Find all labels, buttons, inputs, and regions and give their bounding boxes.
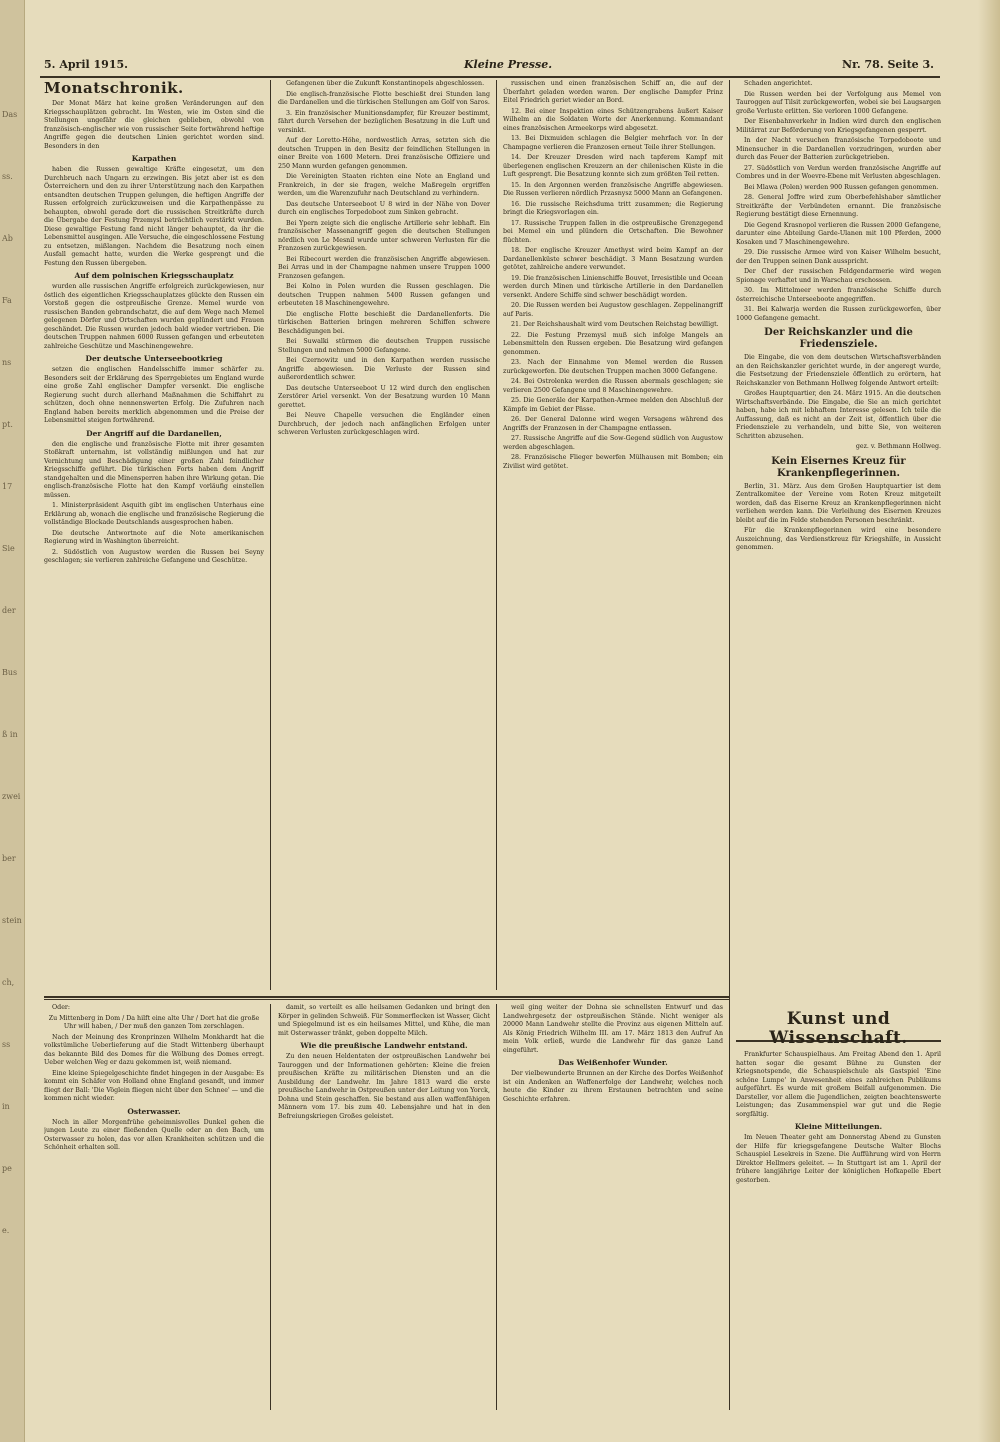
list-item: 28. Französische Flieger bewerfen Mülhausen mit Bomben; ein Zivilist wird getötet. bbox=[503, 454, 723, 470]
list-item: Bei Kolno in Polen wurden die Russen geschlagen. Die deutschen Truppen nahmen 5400 Russen gefangen und erbeuteten 18 Maschinengewehre. bbox=[278, 283, 490, 307]
gutter-fragment: ß in bbox=[2, 730, 18, 739]
subheading: Der Angriff auf die Dardanellen, bbox=[86, 428, 222, 438]
gutter-fragment: zwei bbox=[2, 792, 21, 801]
gutter-fragment: Sie bbox=[2, 544, 15, 553]
paragraph: Der Monat März hat keine großen Veränderungen auf den Kriegsschauplätzen gebracht. Im Westen, wie im Osten sind die Stellungen ungefähr die gleichen geblieben, obwohl von französisch-englischer wie von russischer Seite fortwährend heftige Angriffe gegen die deutschen Linien gerichtet worden sind. Besonders in den bbox=[44, 100, 264, 150]
list-item: russischen und einen französischen Schiff an, die auf der Überfahrt geladen worden waren. Der englische Dampfer Prinz Eitel Friedrich geriet wieder an Bord. bbox=[503, 80, 723, 104]
paragraph: den die englische und französische Flotte mit ihrer gesamten Stoßkraft unternahm, ist vollständig mißlungen und hat zur Vernichtung und Beschädigung einer großen Zahl feindlicher Kriegsschiffe geführt. Die türkischen Forts haben dem Angriff standgehalten und die Minensperren haben ihre Wirkung getan. Die englisch-französische Flotte hat den Kampf vorläufig einstellen müssen. bbox=[44, 440, 264, 499]
list-item: 30. Im Mittelmeer werden französische Schiffe durch österreichische Unterseeboote angegriffen. bbox=[736, 287, 941, 303]
page-header bbox=[44, 58, 934, 74]
list-item: 1. Ministerpräsident Asquith gibt im englischen Unterhaus eine Erklärung ab, wonach die englische und französische Regierung die vollständige Blockade Deutschlands ausgesprochen haben. bbox=[44, 502, 264, 526]
column-feuilleton-1 bbox=[44, 1004, 264, 1410]
list-item: 2. Südöstlich von Augustow werden die Russen bei Seyny geschlagen; sie verlieren zahlreiche Gefangene und Geschütze. bbox=[44, 548, 264, 564]
paragraph: wurden alle russischen Angriffe erfolgreich zurückgewiesen, nur östlich des eigentlichen Kriegsschauplatzes glückte den Russen ein Vorstoß gegen die ostpreußische Grenze. Memel wurde von russischen Banden gebrandschatzt, die auf dem Wege nach Memel gelegenen Dörfer und Ortschaften wurden geplündert und Frauen geschändet. Die Russen wurden jedoch bald wieder vertrieben. Die deutschen Truppen nahmen 6000 Russen gefangen und erbeuteten zahlreiche Geschütze und Maschinengewehre. bbox=[44, 283, 264, 350]
list-item: Der Eisenbahnverkehr in Indien wird durch den englischen Militärrat zur Beförderung von Kriegsgefangenen gesperrt. bbox=[736, 118, 941, 134]
left-adjacent-page-strip bbox=[0, 0, 25, 1442]
column-divider bbox=[496, 1004, 497, 1410]
list-item: In der Nacht versuchen französische Torpedoboote und Minensucher in die Dardanellen vorzudringen, wurden aber durch das Feuer der Batterien zurückgetrieben. bbox=[736, 137, 941, 161]
list-item: 27. Russische Angriffe auf die Sow-Gegend südlich von Augustow werden abgeschlagen. bbox=[503, 435, 723, 451]
paragraph: Frankfurter Schauspielhaus. Am Freitag Abend den 1. April hatten sogar die gesamt Bühne zu Gunsten der Kriegsnotspende, die Schauspielschule als Gastspiel 'Eine schöne Lumpe' in Anwesenheit eines zahlreichen Publikums aufgeführt. Es wurde mit großem Beifall aufgenommen. Die Darsteller, vor allem die Jugendlichen, zeigten beachtenswerte Leistungen; das Zusammenspiel war gut und die Regie sorgfältig. bbox=[736, 1051, 941, 1118]
list-item: Der Chef der russischen Feldgendarmerie wird wegen Spionage verhaftet und in Warschau erschossen. bbox=[736, 268, 941, 284]
subheading: Das Weißenhofer Wunder. bbox=[558, 1058, 668, 1067]
gutter-fragment: ns bbox=[2, 358, 12, 367]
column-right-news bbox=[736, 80, 941, 990]
gutter-fragment: ch, bbox=[2, 978, 15, 987]
list-item: Die englisch-französische Flotte beschießt drei Stunden lang die Dardanellen und die türkischen Stellungen am Golf von Saros. bbox=[278, 90, 490, 106]
list-item: Die Gegend Krasnopol verlieren die Russen 2000 Gefangene, darunter eine Abteilung Garde-Ulanen mit 100 Pferden, 2000 Kosaken und 7 Maschinengewehre. bbox=[736, 221, 941, 246]
list-item: 12. Bei einer Inspektion eines Schützengrabens äußert Kaiser Wilhelm an die Soldaten Worte der Anerkennung. Kommandant eines französischen Armeekorps wird abgesetzt. bbox=[503, 107, 723, 132]
gutter-fragment: 17 bbox=[2, 482, 13, 491]
paragraph: Für die Krankenpflegerinnen wird eine besondere Auszeichnung, das Verdienstkreuz für Kriegshilfe, in Aussicht genommen. bbox=[736, 527, 941, 551]
list-item: 17. Russische Truppen fallen in die ostpreußische Grenzgegend bei Memel ein und plündern die Ortschaften. Die Bewohner flüchten. bbox=[503, 219, 723, 244]
paragraph: weil ging weiter der Dohna sie schnellsten Entwurf und das Landwehrgesetz der ostpreußischen Stände. Nicht weniger als 20000 Mann Landwehr stellte die Provinz aus eigenen Mitteln auf. Als König Friedrich Wilhelm III. am 17. März 1813 den Aufruf An mein Volk erließ, wurde die Landwehr für das ganze Land eingeführt. bbox=[503, 1004, 723, 1054]
list-item: 27. Südöstlich von Verdun werden französische Angriffe auf Combres und in der Woevre-Ebene mit Verlusten abgeschlagen. bbox=[736, 164, 941, 180]
header-issue-page: Nr. 78. Seite 3. bbox=[842, 58, 934, 71]
list-item: 16. Die russische Reichsduma tritt zusammen; die Regierung bringt die Kriegsvorlagen ein. bbox=[503, 200, 723, 216]
paragraph: Oder: bbox=[52, 1004, 71, 1011]
list-item: Die Russen werden bei der Verfolgung aus Memel von Tauroggen auf Tilsit zurückgeworfen, wobei sie bei Laugsargen große Verluste erlitten. Sie verloren 1000 Gefangene. bbox=[736, 90, 941, 115]
section-title-kunst: Kunst und Wissenschaft. bbox=[769, 1010, 908, 1048]
column-divider bbox=[270, 80, 271, 990]
list-item: Gefangenen über die Zukunft Konstantinopels abgeschlossen. bbox=[286, 80, 485, 87]
list-item: 19. Die französischen Linienschiffe Bouvet, Irresistible und Ocean werden durch Minen und türkische Artillerie in den Dardanellen versenkt. Andere Schiffe sind schwer beschädigt worden. bbox=[503, 274, 723, 299]
article-heading-reichskanzler: Der Reichskanzler und die Friedensziele. bbox=[764, 327, 913, 350]
header-date: 5. April 1915. bbox=[44, 58, 128, 71]
subheading: Der deutsche Unterseebootkrieg bbox=[85, 354, 223, 363]
column-divider bbox=[270, 1004, 271, 1410]
verse: Zu Mittenberg in Dom / Da hilft eine alte Uhr / Dort hat die große Uhr will haben, / Der muß den ganzen Tom zerschlagen. bbox=[48, 1014, 260, 1030]
column-monatschronik bbox=[44, 80, 264, 990]
subheading: Osterwasser. bbox=[127, 1106, 181, 1116]
list-item: 14. Der Kreuzer Dresden wird nach tapferem Kampf mit überlegenen englischen Kreuzern an der chilenischen Küste in die Luft gesprengt. Die Besatzung konnte sich zum größten Teil retten. bbox=[503, 154, 723, 178]
paragraph: damit, so verteilt es alle heilsamen Gedanken und bringt den Körper in gelinden Schweiß. Für Sommerflecken ist Wasser, Gicht und Spiegelmund ist es ein heilsames Mittel, und Kühe, die man mit Osterwasser tränkt, geben doppelte Milch. bbox=[278, 1004, 490, 1037]
gutter-fragment: Bus bbox=[2, 668, 18, 677]
list-item: Bei Ribecourt werden die französischen Angriffe abgewiesen. Bei Arras und in der Champagne nahmen unsere Truppen 1000 Franzosen gefangen. bbox=[278, 255, 490, 280]
list-item: 24. Bei Ostrolenka werden die Russen abermals geschlagen; sie verlieren 2500 Gefangene und 8 Maschinengewehre. bbox=[503, 378, 723, 394]
column-divider bbox=[496, 80, 497, 990]
gutter-fragment: ber bbox=[2, 854, 16, 863]
column-chronik-cont bbox=[278, 80, 490, 990]
gutter-fragment: Fa bbox=[2, 296, 12, 305]
list-item: 21. Der Reichshaushalt wird vom Deutschen Reichstag bewilligt. bbox=[511, 321, 719, 328]
paragraph: Großes Hauptquartier, den 24. März 1915. An die deutschen Wirtschaftsverbände. Die Eingabe, die Sie an mich gerichtet haben, habe ich mit lebhaftem Interesse gelesen. Ich teile die Auffassung, daß es nicht an der Zeit ist, öffentlich über die Friedensziele zu verhandeln, und bitte Sie, von weiteren Schritten abzusehen. bbox=[736, 390, 941, 440]
list-item: Das deutsche Unterseeboot U 12 wird durch den englischen Zerstörer Ariel versenkt. Von der Besatzung wurden 10 Mann gerettet. bbox=[278, 384, 490, 409]
paragraph: Eine kleine Spiegelgeschichte findet hingegen in der Ausgabe: Es kommt ein Schäfer von Holland ohne England gesandt, und immer fliegt der Ball: 'Die Vöglein fliegen nicht über den Schnee' — und die kommen nicht wieder. bbox=[44, 1069, 264, 1102]
gutter-fragment: stein bbox=[2, 916, 22, 925]
column-chronik-dates bbox=[503, 80, 723, 990]
gutter-fragment: ss. bbox=[2, 172, 13, 181]
list-item: 28. General Joffre wird zum Oberbefehlshaber sämtlicher Streitkräfte der Verbündeten ernannt. Die französische Regierung bestätigt diese Ernennung. bbox=[736, 194, 941, 218]
paragraph: Der vielbewunderte Brunnen an der Kirche des Dorfes Weißenhof ist ein Andenken an Waffenerfolge der Landwehr, welches noch heute die Kinder zu ihrem Erstaunen betrachten und seine Geschichte erfahren. bbox=[503, 1070, 723, 1103]
paragraph: Nach der Meinung des Kronprinzen Wilhelm Monkhardt hat die volkstümliche Ueberlieferung auf die Stadt Wittenberg überhaupt das bekannte Bild des Domes für die Wölbung des Domes erregt. Ueber welchen Weg er dazu gekommen ist, weiß niemand. bbox=[44, 1033, 264, 1066]
paragraph: setzen die englischen Handelsschiffe immer schärfer zu. Besonders seit der Erklärung des Sperrgebietes um England wurde eine große Zahl englischer Dampfer versenkt. Die englische Regierung sucht durch allerhand Maßnahmen die Schiffahrt zu schützen, doch ohne nennenswerten Erfolg. Die Zufuhren nach England haben bereits merklich abgenommen und die Preise der Lebensmittel steigen fortwährend. bbox=[44, 366, 264, 424]
gutter-fragment: ss bbox=[2, 1040, 11, 1049]
list-item: Bei Mlawa (Polen) werden 900 Russen gefangen genommen. bbox=[744, 183, 939, 191]
gutter-fragment: pt. bbox=[2, 420, 13, 429]
list-item: 26. Der General Dalonne wird wegen Versagens während des Angriffs der Franzosen in der Champagne entlassen. bbox=[503, 416, 723, 432]
subheading: Auf dem polnischen Kriegsschauplatz bbox=[74, 271, 234, 280]
paragraph: Zu den neuen Heldentaten der ostpreußischen Landwehr bei Tauroggen und der Informationen gehörten: Kleine die freien preußischen Kräfte zu militärischen Diensten und an die Ausbildung der Landwehr. Im Jahre 1813 ward die erste preußische Landwehr in Ostpreußen unter der Leitung von Yorck, Dohna und Stein geschaffen. Sie bestand aus allen waffenfähigen Männern vom 17. bis zum 40. Lebensjahre und hat in den Befreiungskriegen Großes geleistet. bbox=[278, 1053, 490, 1120]
column-feuilleton-2 bbox=[278, 1004, 490, 1410]
header-rule bbox=[40, 76, 940, 78]
list-item: Auf der Loretto-Höhe, nordwestlich Arras, setzten sich die deutschen Truppen in den Besitz der feindlichen Stellungen in einer Breite von 1600 Metern. Drei französische Offiziere und 250 Mann wurden gefangen genommen. bbox=[278, 137, 490, 170]
list-item: 20. Die Russen werden bei Augustow geschlagen. Zeppelinangriff auf Paris. bbox=[503, 302, 723, 318]
list-item: Bei Czernowitz und in den Karpathen werden russische Angriffe abgewiesen. Die Verluste der Russen sind außerordentlich schwer. bbox=[278, 357, 490, 381]
column-kunst-wissenschaft bbox=[736, 1010, 941, 1410]
header-paper-name: Kleine Presse. bbox=[464, 58, 553, 71]
paragraph: haben die Russen gewaltige Kräfte eingesetzt, um den Durchbruch nach Ungarn zu erzwingen. Bis jetzt aber ist es den Österreichern und den zu ihrer Unterstützung nach den Karpathen entsandten deutschen Truppen gelungen, die heftigen Angriffe der Russen erfolgreich zurückzuweisen und die Karpathenpässe zu behaupten, obwohl gerade dort die russischen Streitkräfte durch die Übergabe der Festung Przemysl beträchtlich verstärkt wurden. Diese gewaltige Festung fand nicht länger behauptet, da ihr die Lebensmittel ausgingen. Alle Versuche, die eingeschlossene Festung zu entsetzen, mißlangen. Nachdem die Besatzung noch einen Ausfall gemacht hatte, wurden die Werke gesprengt und die Festung den Russen übergeben. bbox=[44, 166, 264, 267]
list-item: 29. Die russische Armee wird von Kaiser Wilhelm besucht, der den Truppen seinen Dank ausspricht. bbox=[736, 249, 941, 265]
gutter-fragment: pe bbox=[2, 1164, 12, 1173]
list-item: Schaden angerichtet. bbox=[744, 80, 813, 87]
gutter-fragment: Das bbox=[2, 110, 18, 119]
list-item: 22. Die Festung Przemysl muß sich infolge Mangels an Lebensmitteln den Russen ergeben. Die Besatzung wird gefangen genommen. bbox=[503, 331, 723, 356]
subheading: Karpathen bbox=[131, 154, 177, 163]
paragraph: Noch in aller Morgenfrühe geheimnisvolles Dunkel gehen die jungen Leute zu einer fließenden Quelle oder an den Bach, um Osterwasser zu holen, das vor allen Krankheiten schützen und die Schönheit erhalten soll. bbox=[44, 1118, 264, 1151]
list-item: 18. Der englische Kreuzer Amethyst wird beim Kampf an der Dardanellenküste schwer beschädigt. 3 Mann Besatzung wurden getötet, zahlreiche andere verwundet. bbox=[503, 247, 723, 271]
column-feuilleton-3 bbox=[503, 1004, 723, 1410]
feuilleton-rule-thin bbox=[44, 999, 729, 1000]
subheading: Kleine Mitteilungen. bbox=[794, 1122, 883, 1131]
list-item: 23. Nach der Einnahme von Memel werden die Russen zurückgeworfen. Die deutschen Truppen machen 3000 Gefangene. bbox=[503, 359, 723, 375]
list-item: 31. Bei Kalwarja werden die Russen zurückgeworfen, über 1000 Gefangene gemacht. bbox=[736, 306, 941, 322]
article-heading-eisernes-kreuz: Kein Eisernes Kreuz für Krankenpflegerinnen. bbox=[771, 455, 906, 479]
gutter-fragment: der bbox=[2, 606, 16, 615]
signature-line: gez. v. Bethmann Hollweg. bbox=[855, 443, 941, 450]
paragraph: Im Neuen Theater geht am Donnerstag Abend zu Gunsten der Hilfe für kriegsgefangene Deutsche Walter Blochs Schauspiel Lesekreis in Szene. Die Aufführung wird von Herrn Direktor Hellmers geleitet. — In Stuttgart ist am 1. April der frühere langjährige Leiter der königlichen Hofkapelle Ebert gestorben. bbox=[736, 1134, 941, 1184]
paragraph: Berlin, 31. März. Aus dem Großen Hauptquartier ist dem Zentralkomitee der Vereine vom Roten Kreuz mitgeteilt worden, daß das Eiserne Kreuz an Krankenpflegerinnen nicht verliehen werden kann. Die Verleihung des Eisernen Kreuzes bleibt auf die im Felde stehenden Personen beschränkt. bbox=[736, 482, 941, 524]
section-title-monatschronik: Monatschronik. bbox=[44, 80, 184, 97]
list-item: 3. Ein französischer Munitionsdampfer, für Kreuzer bestimmt, fährt durch Versehen der bezüglichen Besatzung in die Luft und versinkt. bbox=[278, 109, 490, 134]
paragraph: Die Eingabe, die von dem deutschen Wirtschaftsverbänden an den Reichskanzler gerichtet wurde, in der angeregt wurde, die Festsetzung der Friedensziele öffentlich zu erörtern, hat Reichskanzler von Bethmann Hollweg folgende Antwort erteilt: bbox=[736, 354, 941, 387]
list-item: 13. Bei Dixmuiden schlagen die Belgier mehrfach vor. In der Champagne verlieren die Franzosen erneut Teile ihrer Stellungen. bbox=[503, 135, 723, 151]
list-item: Die Vereinigten Staaten richten eine Note an England und Frankreich, in der sie fragen, welche Maßregeln ergriffen werden, um die Warenzufuhr nach Deutschland zu verhindern. bbox=[278, 173, 490, 197]
list-item: Das deutsche Unterseeboot U 8 wird in der Nähe von Dover durch ein englisches Torpedoboot zum Sinken gebracht. bbox=[278, 200, 490, 216]
right-page-edge bbox=[978, 0, 1000, 1442]
gutter-fragment: Ab bbox=[2, 234, 13, 243]
list-item: 25. Die Generäle der Karpathen-Armee melden den Abschluß der Kämpfe im Gebiet der Pässe. bbox=[503, 397, 723, 413]
list-item: Die englische Flotte beschießt die Dardanellenforts. Die türkischen Batterien bringen mehreren Schiffen schwere Beschädigungen bei. bbox=[278, 310, 490, 335]
list-item: Die deutsche Antwortnote auf die Note amerikanischen Regierung wird in Washington überreicht. bbox=[44, 529, 264, 545]
list-item: Bei Ypern zeigte sich die englische Artillerie sehr lebhaft. Ein französischer Massenangriff gegen die deutschen Stellungen nördlich von Le Mesnil wurde unter schweren Verlusten für die Franzosen zurückgewiesen. bbox=[278, 219, 490, 252]
subheading-landwehr: Wie die preußische Landwehr entstand. bbox=[300, 1041, 468, 1050]
list-item: 15. In den Argonnen werden französische Angriffe abgewiesen. Die Russen verlieren nördlich Przasnysz 5000 Mann an Gefangenen. bbox=[503, 181, 723, 197]
list-item: Bei Suwalki stürmen die deutschen Truppen russische Stellungen und nehmen 5000 Gefangene. bbox=[278, 338, 490, 354]
column-divider bbox=[729, 80, 730, 1410]
gutter-fragment: in bbox=[2, 1102, 10, 1111]
gutter-fragment: e. bbox=[2, 1226, 10, 1235]
list-item: Bei Neuve Chapelle versuchen die Engländer einen Durchbruch, der jedoch nach anfänglichen Erfolgen unter schweren Verlusten zurückgeschlagen wird. bbox=[278, 412, 490, 436]
feuilleton-rule bbox=[44, 996, 729, 998]
